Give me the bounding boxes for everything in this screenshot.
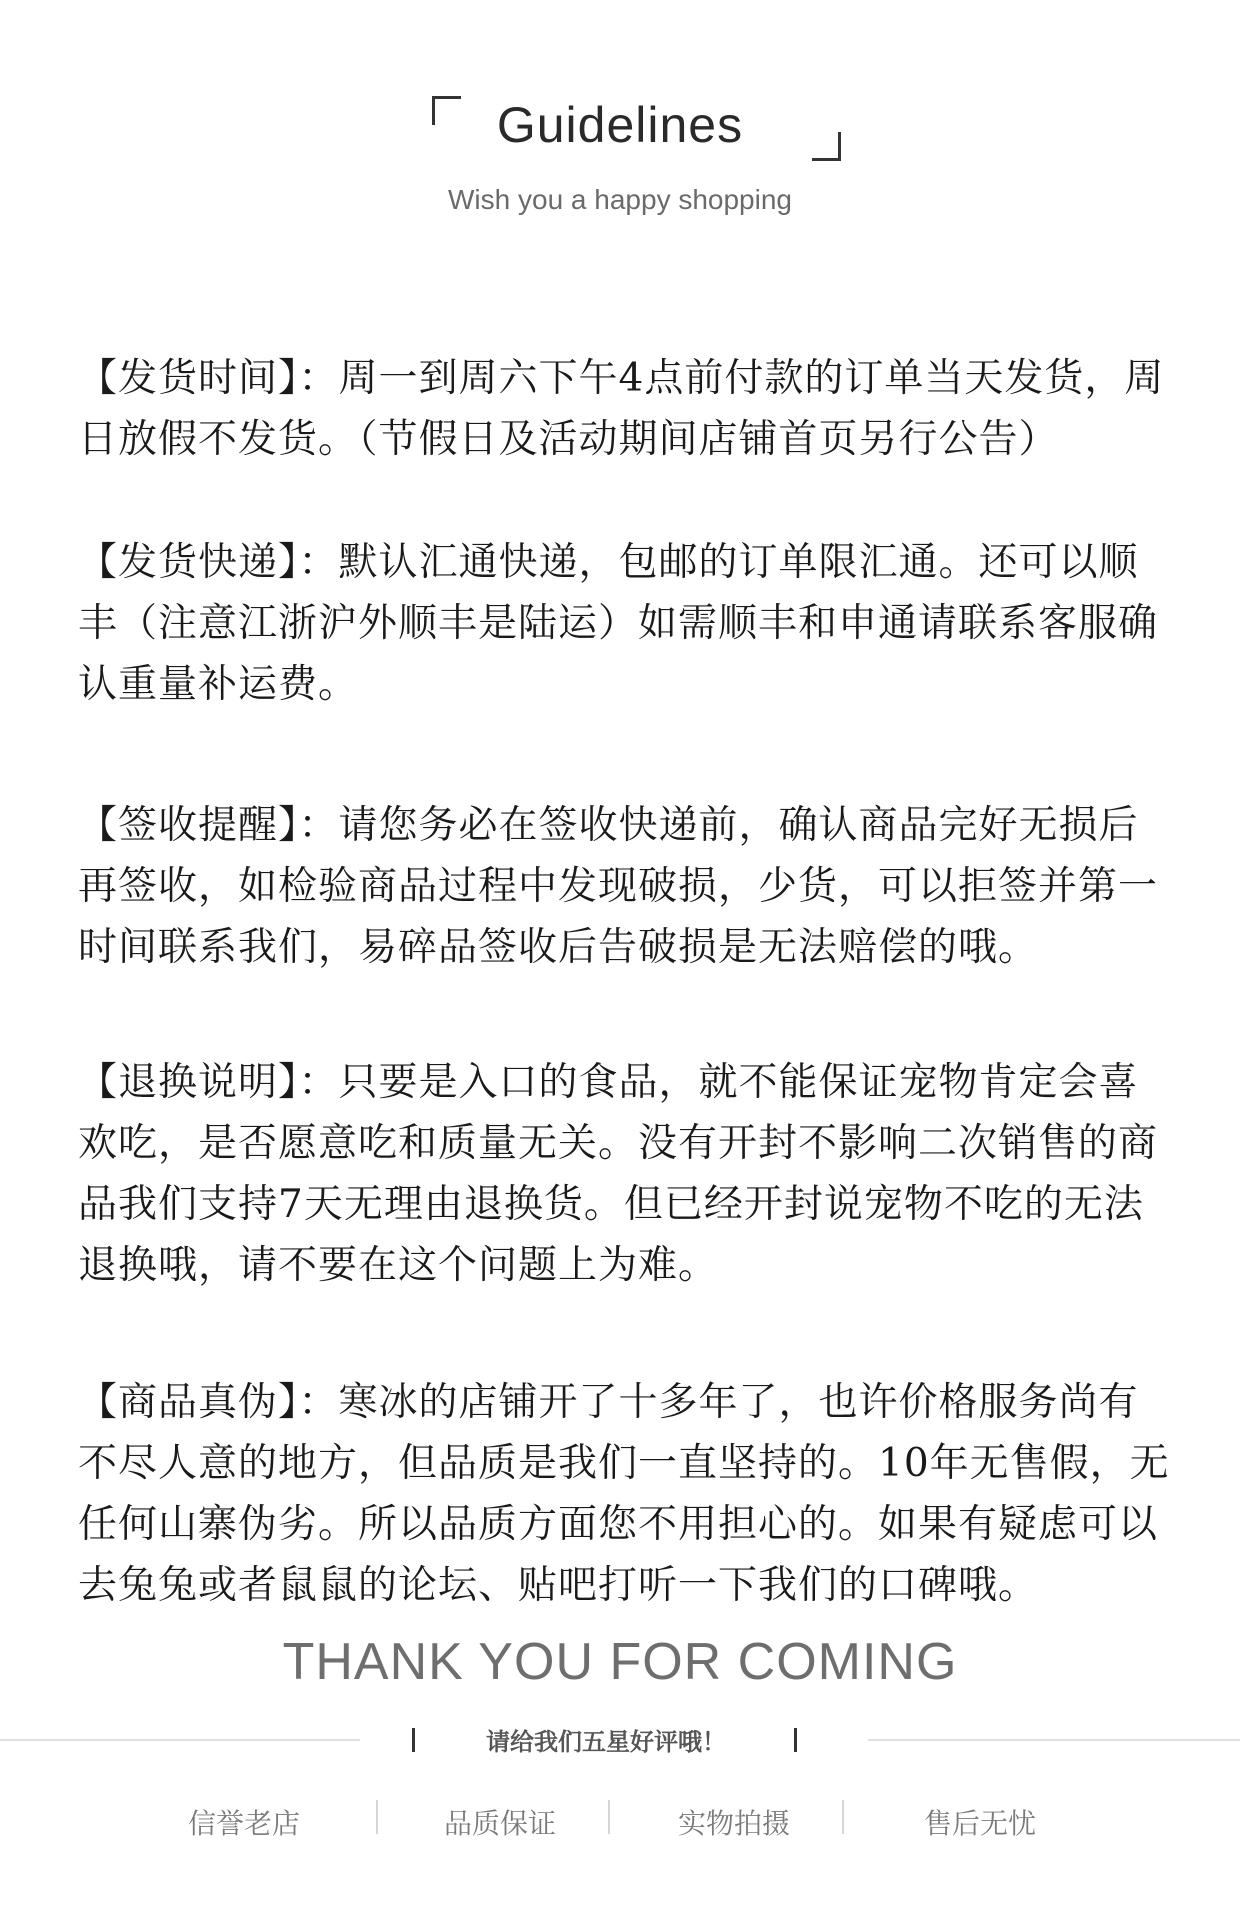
guidelines-header <box>0 0 1240 240</box>
feature-after-sales: 售后无忧 <box>924 1807 1037 1840</box>
return-policy-paragraph: 【退换说明】：只要是入口的食品，就不能保证宠物肯定会喜欢吃，是否愿意吃和质量无关。没有开封不影响二次销售的商品我们支持7天无理由退换货。但已经开封说宠物不吃的无法退换哦，请不要在这个问题上为难。 <box>78 1060 1159 1288</box>
thank-you-banner: THANK YOU FOR COMING <box>282 1633 958 1691</box>
courier-paragraph: 【发货快递】：默认汇通快递，包邮的订单限汇通。还可以顺丰（注意江浙沪外顺丰是陆运）如需顺丰和申通请联系客服确认重量补运费。 <box>78 540 1159 707</box>
review-prompt: 请给我们五星好评哦！ <box>486 1728 726 1756</box>
feature-separator <box>842 1800 844 1834</box>
feature-strip <box>0 1790 1240 1850</box>
authenticity-paragraph: 【商品真伪】：寒冰的店铺开了十多年了，也许价格服务尚有不尽人意的地方，但品质是我们一直坚持的。10年无售假，无任何山寨伪劣。所以品质方面您不用担心的。如果有疑虑可以去兔兔或者鼠鼠的论坛、贴吧打听一下我们的口碑哦。 <box>78 1380 1170 1608</box>
divider-tick-left <box>412 1728 415 1752</box>
divider-line-left <box>0 1739 360 1741</box>
corner-bracket-right-icon <box>812 132 841 161</box>
shipping-time-paragraph: 【发货时间】：周一到周六下午4点前付款的订单当天发货，周日放假不发货。（节假日及活动期间店铺首页另行公告） <box>78 356 1165 462</box>
feature-real-photos: 实物拍摄 <box>678 1807 791 1840</box>
feature-separator <box>376 1800 378 1834</box>
review-divider <box>0 1720 1240 1760</box>
feature-quality-guarantee: 品质保证 <box>444 1807 557 1840</box>
page-subtitle: Wish you a happy shopping <box>448 184 792 215</box>
divider-line-right <box>868 1739 1240 1741</box>
signing-reminder-paragraph: 【签收提醒】：请您务必在签收快递前，确认商品完好无损后再签收，如检验商品过程中发现破损，少货，可以拒签并第一时间联系我们，易碎品签收后告破损是无法赔偿的哦。 <box>78 803 1159 970</box>
guidelines-body <box>78 348 1178 1678</box>
page-title: Guidelines <box>496 97 744 153</box>
feature-reputable-store: 信誉老店 <box>188 1807 301 1840</box>
divider-tick-right <box>794 1728 797 1752</box>
feature-separator <box>608 1800 610 1834</box>
